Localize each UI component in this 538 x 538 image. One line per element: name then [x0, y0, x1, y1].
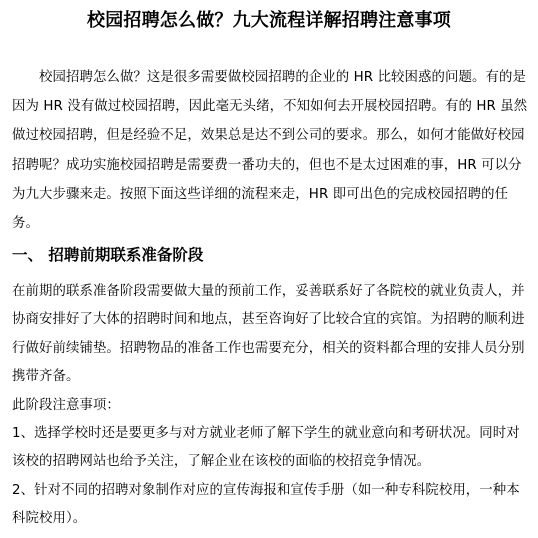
intro-paragraph: 校园招聘怎么做？这是很多需要做校园招聘的企业的 HR 比较困惑的问题。有的是因为 HR 没有做过校园招聘，因此毫无头绪，不知如何去开展校园招聘。有的 HR 虽然做过校园招聘，但是经验不足，效果总是达不到公司的要求。那么，如何才能做好校园招聘呢？成功实施校园招聘是需要费一番功夫的，但也不是太过困难的事，HR 可以分为九大步骤来走。按照下面这些详细的流程来走，HR 即可出色的完成校园招聘的任务。	[12, 70, 528, 232]
section-paragraph: 在前期的联系准备阶段需要做大量的预前工作，妥善联系好了各院校的就业负责人，并协商安排好了大体的招聘时间和地点，甚至咨询好了比较合宜的宾馆。为招聘的顺利进行做好前续铺垫。招聘物品的准备工作也需要充分，相关的资料都合理的安排人员分别携带齐备。	[12, 284, 525, 385]
section-body	[12, 278, 528, 534]
notes-label: 此阶段注意事项：	[12, 397, 120, 413]
note-item-2: 2、针对不同的招聘对象制作对应的宣传海报和宣传手册（如一种专科院校用，一种本科院校用）。	[12, 482, 520, 527]
section-heading: 一、 招聘前期联系准备阶段	[12, 246, 204, 264]
note-item-1: 1、选择学校时还是要更多与对方就业老师了解下学生的就业意向和考研状况。同时对该校的招聘网站也给予关注，了解企业在该校的面临的校招竞争情况。	[12, 426, 520, 470]
article-title: 校园招聘怎么做？九大流程详解招聘注意事项	[87, 10, 451, 31]
